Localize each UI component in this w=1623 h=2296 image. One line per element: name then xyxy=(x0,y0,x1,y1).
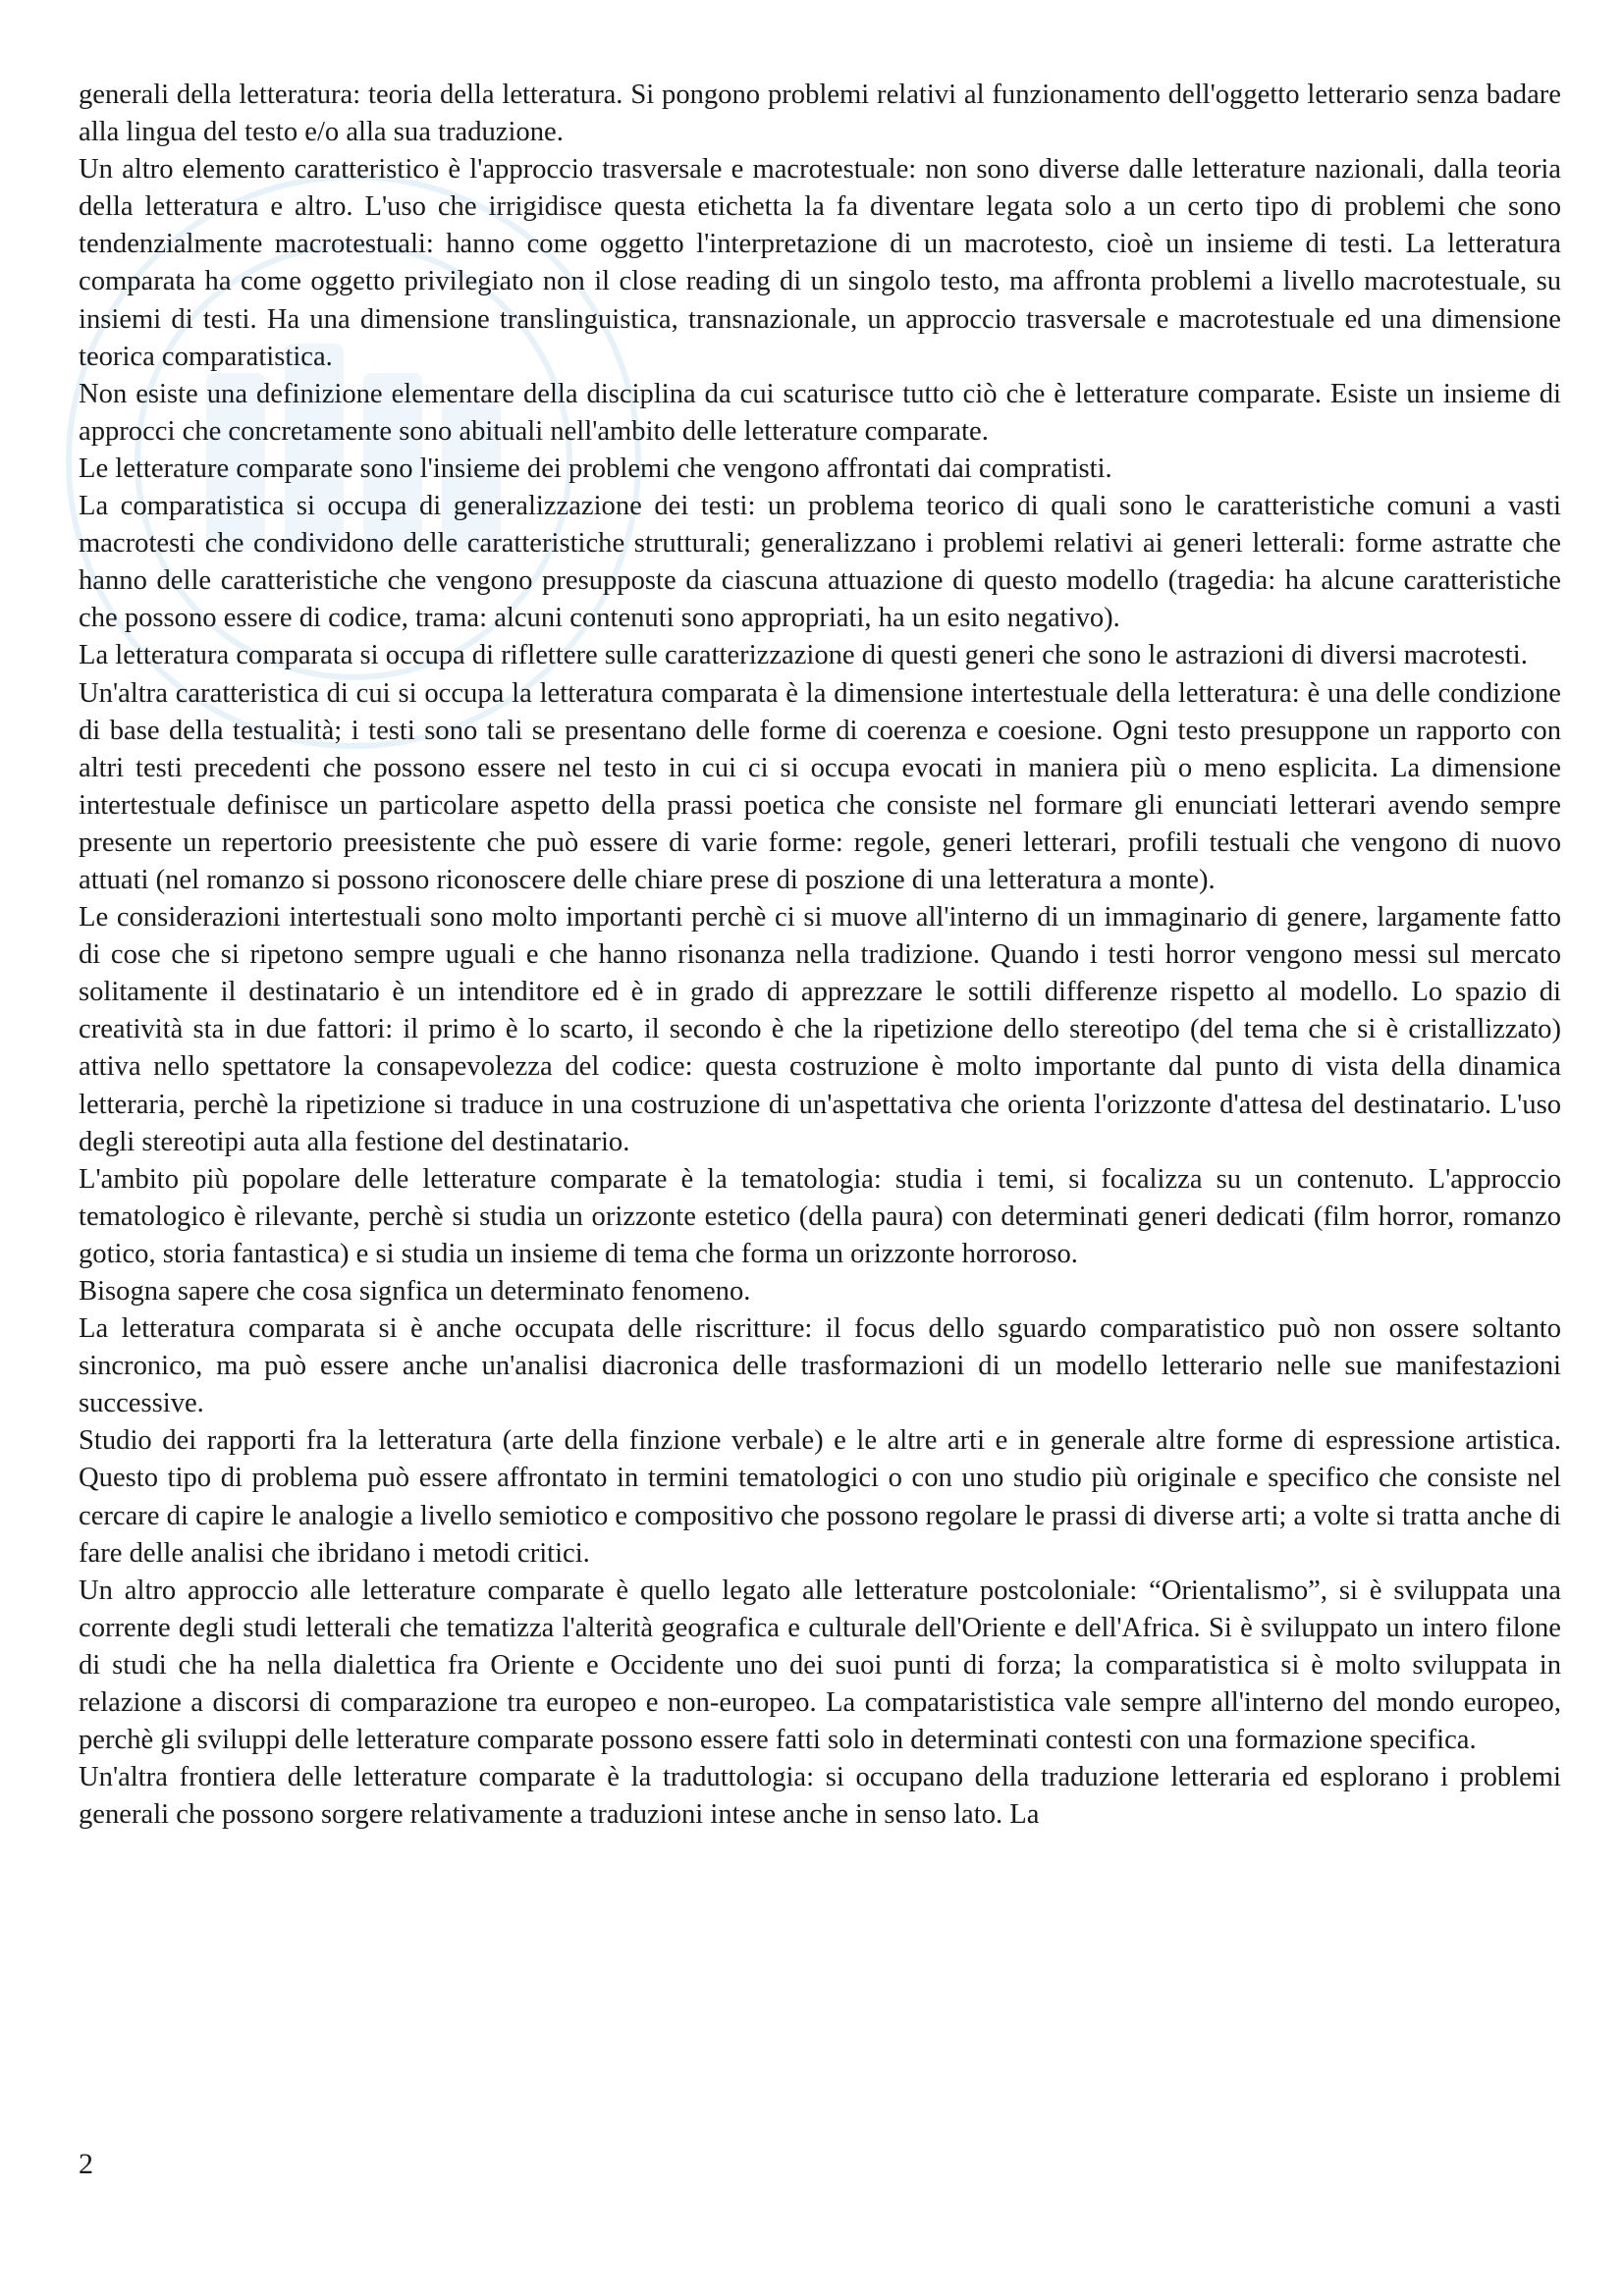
paragraph-4: Le letterature comparate sono l'insieme dei problemi che vengono affrontati dai compratisti. xyxy=(79,453,1112,484)
page-number: 2 xyxy=(79,2148,93,2180)
document-body xyxy=(79,77,1561,1834)
paragraph-10: Bisogna sapere che cosa signfica un determinato fenomeno. xyxy=(79,1276,751,1307)
paragraph-13: Un altro approccio alle letterature comparate è quello legato alle letterature postcoloniale: “Orientalismo”, si è sviluppata una corrente degli studi letterali che tematizza l'alterità geografica e culturale dell'Oriente e dell'Africa. Si è sviluppato un intero filone di studi che ha nella dialettica fra Oriente e Occidente uno dei suoi punti di forza; la comparatistica si è molto sviluppata in relazione a discorsi di comparazione tra europeo e non-europeo. La compatarististica vale sempre all'interno del mondo europeo, perchè gli sviluppi delle letterature comparate possono essere fatti solo in determinati contesti con una formazione specifica. xyxy=(79,1575,1561,1756)
paragraph-9: L'ambito più popolare delle letterature comparate è la tematologia: studia i temi, si focalizza su un contenuto. L'approccio tematologico è rilevante, perchè si studia un orizzonte estetico (della paura) con determinati generi dedicati (film horror, romanzo gotico, storia fantastica) e si studia un insieme di tema che forma un orizzonte horroroso. xyxy=(79,1163,1561,1269)
paragraph-3: Non esiste una definizione elementare della disciplina da cui scaturisce tutto ciò che è letterature comparate. Esiste un insieme di approcci che concretamente sono abituali nell'ambito delle letterature comparate. xyxy=(79,378,1561,447)
paragraph-8: Le considerazioni intertestuali sono molto importanti perchè ci si muove all'interno di un immaginario di genere, largamente fatto di cose che si ripetono sempre uguali e che hanno risonanza nella tradizione. Quando i testi horror vengono messi sul mercato solitamente il destinatario è un intenditore ed è in grado di apprezzare le sottili differenze rispetto al modello. Lo spazio di creatività sta in due fattori: il primo è lo scarto, il secondo è che la ripetizione dello stereotipo (del tema che si è cristallizzato) attiva nello spettatore la consapevolezza del codice: questa costruzione è molto importante dal punto di vista della dinamica letteraria, perchè la ripetizione si traduce in una costruzione di un'aspettativa che orienta l'orizzonte d'attesa del destinatario. L'uso degli stereotipi auta alla festione del destinatario. xyxy=(79,902,1561,1157)
paragraph-11: La letteratura comparata si è anche occupata delle riscritture: il focus dello sguardo comparatistico può non ossere soltanto sincronico, ma può essere anche un'analisi diacronica delle trasformazioni di un modello letterario nelle sue manifestazioni successive. xyxy=(79,1313,1561,1419)
paragraph-14: Un'altra frontiera delle letterature comparate è la traduttologia: si occupano della traduzione letteraria ed esplorano i problemi generali che possono sorgere relativamente a traduzioni intese anche in senso lato. La xyxy=(79,1762,1561,1831)
paragraph-1: generali della letteratura: teoria della letteratura. Si pongono problemi relativi al funzionamento dell'oggetto letterario senza badare alla lingua del testo e/o alla sua traduzione. xyxy=(79,80,1561,148)
paragraph-5: La comparatistica si occupa di generalizzazione dei testi: un problema teorico di quali sono le caratteristiche comuni a vasti macrotesti che condividono delle caratteristiche strutturali; generalizzano i problemi relativi ai generi letterali: forme astratte che hanno delle caratteristiche che vengono presupposte da ciascuna attuazione di questo modello (tragedia: ha alcune caratteristiche che possono essere di codice, trama: alcuni contenuti sono appropriati, ha un esito negativo). xyxy=(79,491,1561,634)
paragraph-12: Studio dei rapporti fra la letteratura (arte della finzione verbale) e le altre arti e in generale altre forme di espressione artistica. Questo tipo di problema può essere affrontato in termini tematologici o con uno studio più originale e specifico che consiste nel cercare di capire le analogie a livello semiotico e compositivo che possono regolare le prassi di diverse arti; a volte si tratta anche di fare delle analisi che ibridano i metodi critici. xyxy=(79,1425,1561,1569)
paragraph-6: La letteratura comparata si occupa di riflettere sulle caratterizzazione di questi generi che sono le astrazioni di diversi macrotesti. xyxy=(79,640,1528,671)
paragraph-7: Un'altra caratteristica di cui si occupa la letteratura comparata è la dimensione intertestuale della letteratura: è una delle condizione di base della testualità; i testi sono tali se presentano delle forme di coerenza e coesione. Ogni testo presuppone un rapporto con altri testi precedenti che possono essere nel testo in cui ci si occupa evocati in maniera più o meno esplicita. La dimensione intertestuale definisce un particolare aspetto della prassi poetica che consiste nel formare gli enunciati letterari avendo sempre presente un repertorio preesistente che può essere di varie forme: regole, generi letterari, profili testuali che vengono di nuovo attuati (nel romanzo si possono riconoscere delle chiare prese di poszione di una letteratura a monte). xyxy=(79,677,1561,895)
paragraph-2: Un altro elemento caratteristico è l'approccio trasversale e macrotestuale: non sono diverse dalle letterature nazionali, dalla teoria della letteratura e altro. L'uso che irrigidisce questa etichetta la fa diventare legata solo a un certo tipo di problemi che sono tendenzialmente macrotestuali: hanno come oggetto l'interpretazione di un macrotesto, cioè un insieme di testi. La letteratura comparata ha come oggetto privilegiato non il close reading di un singolo testo, ma affronta problemi a livello macrotestuale, su insiemi di testi. Ha una dimensione translinguistica, transnazionale, un approccio trasversale e macrotestuale ed una dimensione teorica comparatistica. xyxy=(79,154,1561,372)
